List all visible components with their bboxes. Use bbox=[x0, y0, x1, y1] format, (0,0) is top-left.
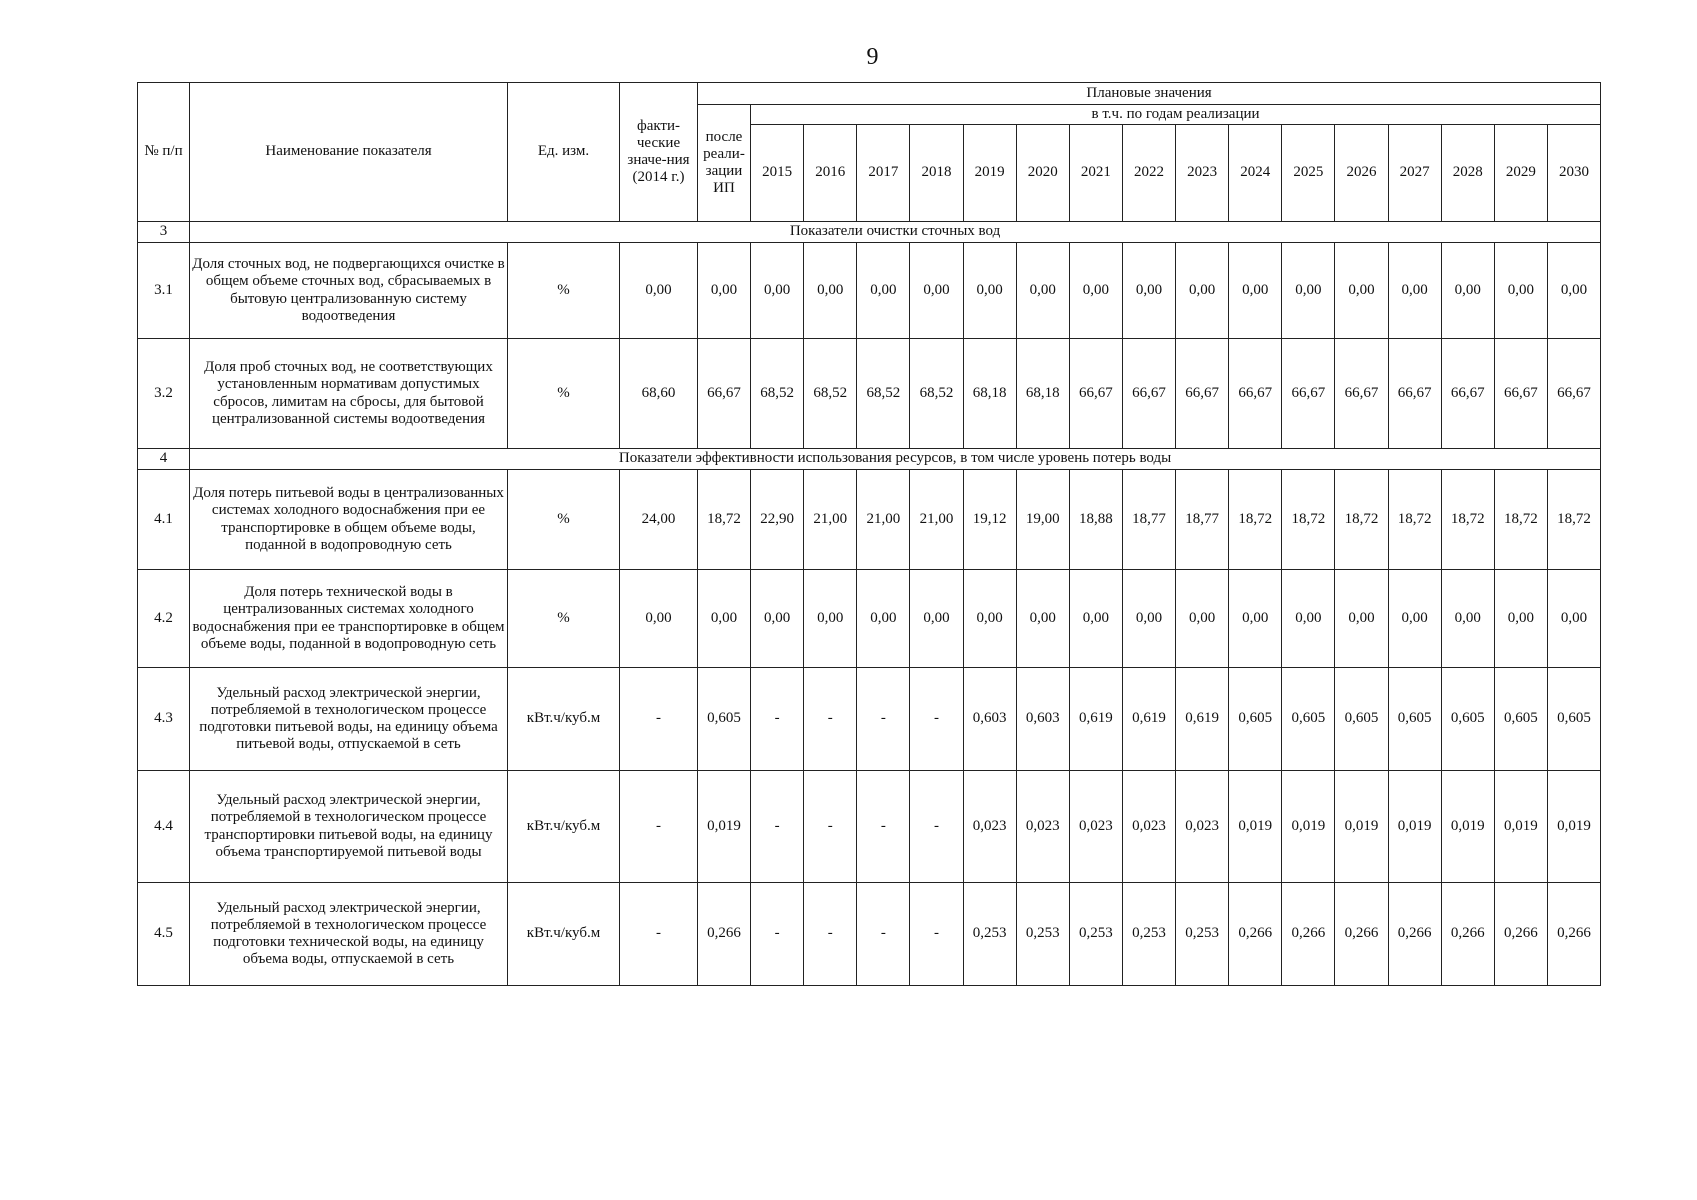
row-year-value: 0,619 bbox=[1122, 668, 1175, 771]
row-unit: % bbox=[508, 470, 620, 570]
row-year-value: 0,00 bbox=[1282, 243, 1335, 339]
row-actual: 68,60 bbox=[620, 339, 698, 449]
row-actual: - bbox=[620, 668, 698, 771]
row-year-value: 0,00 bbox=[1441, 243, 1494, 339]
row-year-value: 0,019 bbox=[1547, 771, 1600, 883]
row-unit: кВт.ч/куб.м bbox=[508, 883, 620, 986]
table-row bbox=[138, 771, 1601, 883]
row-year-value: 0,00 bbox=[1335, 570, 1388, 668]
row-name: Доля потерь технической воды в централизованных системах холодного водоснабжения при ее транспортировке в общем объеме воды, поданной в водопроводную сеть bbox=[190, 570, 508, 668]
row-year-value: 68,52 bbox=[857, 339, 910, 449]
header-year: 2021 bbox=[1069, 125, 1122, 222]
row-year-value: 0,00 bbox=[751, 570, 804, 668]
row-year-value: 0,00 bbox=[1229, 243, 1282, 339]
table-row bbox=[138, 243, 1601, 339]
row-year-value: 0,023 bbox=[1069, 771, 1122, 883]
row-year-value: 0,603 bbox=[963, 668, 1016, 771]
row-year-value: - bbox=[804, 883, 857, 986]
row-year-value: - bbox=[751, 883, 804, 986]
row-year-value: 0,605 bbox=[1282, 668, 1335, 771]
section-num: 4 bbox=[138, 449, 190, 470]
row-year-value: 18,72 bbox=[1441, 470, 1494, 570]
row-year-value: 18,72 bbox=[1229, 470, 1282, 570]
header-planned: Плановые значения bbox=[698, 83, 1601, 105]
row-year-value: 0,266 bbox=[1494, 883, 1547, 986]
row-year-value: 68,18 bbox=[963, 339, 1016, 449]
row-year-value: 0,00 bbox=[857, 243, 910, 339]
header-year: 2017 bbox=[857, 125, 910, 222]
row-after: 0,019 bbox=[698, 771, 751, 883]
row-year-value: 0,266 bbox=[1335, 883, 1388, 986]
row-year-value: 68,52 bbox=[751, 339, 804, 449]
row-year-value: - bbox=[910, 883, 963, 986]
row-year-value: 0,00 bbox=[1229, 570, 1282, 668]
row-year-value: 0,266 bbox=[1547, 883, 1600, 986]
row-year-value: - bbox=[804, 771, 857, 883]
row-year-value: 0,00 bbox=[1388, 243, 1441, 339]
table-header bbox=[138, 83, 1601, 222]
row-num: 4.5 bbox=[138, 883, 190, 986]
row-unit: % bbox=[508, 339, 620, 449]
row-year-value: 19,12 bbox=[963, 470, 1016, 570]
row-num: 4.1 bbox=[138, 470, 190, 570]
row-year-value: 21,00 bbox=[804, 470, 857, 570]
row-year-value: 0,00 bbox=[1069, 570, 1122, 668]
row-year-value: 0,023 bbox=[1122, 771, 1175, 883]
row-year-value: 66,67 bbox=[1122, 339, 1175, 449]
row-year-value: - bbox=[751, 668, 804, 771]
row-year-value: 66,67 bbox=[1335, 339, 1388, 449]
row-year-value: 0,00 bbox=[1335, 243, 1388, 339]
indicators-table bbox=[137, 82, 1601, 986]
header-actual: факти-ческие значе-ния (2014 г.) bbox=[620, 83, 698, 222]
row-actual: 0,00 bbox=[620, 570, 698, 668]
row-year-value: 0,023 bbox=[1176, 771, 1229, 883]
row-year-value: 0,00 bbox=[1176, 570, 1229, 668]
row-year-value: 0,253 bbox=[1016, 883, 1069, 986]
row-year-value: 18,72 bbox=[1282, 470, 1335, 570]
header-year: 2024 bbox=[1229, 125, 1282, 222]
row-year-value: - bbox=[857, 668, 910, 771]
row-num: 4.4 bbox=[138, 771, 190, 883]
row-year-value: - bbox=[857, 883, 910, 986]
header-year: 2016 bbox=[804, 125, 857, 222]
row-year-value: 0,00 bbox=[1069, 243, 1122, 339]
row-year-value: 0,266 bbox=[1282, 883, 1335, 986]
row-year-value: 0,266 bbox=[1441, 883, 1494, 986]
row-year-value: 0,019 bbox=[1388, 771, 1441, 883]
row-year-value: 0,00 bbox=[804, 570, 857, 668]
header-year: 2030 bbox=[1547, 125, 1600, 222]
row-year-value: 21,00 bbox=[910, 470, 963, 570]
row-year-value: 0,266 bbox=[1388, 883, 1441, 986]
row-year-value: 18,72 bbox=[1335, 470, 1388, 570]
row-year-value: 0,00 bbox=[1122, 570, 1175, 668]
row-year-value: 0,00 bbox=[910, 570, 963, 668]
row-year-value: 18,88 bbox=[1069, 470, 1122, 570]
header-unit: Ед. изм. bbox=[508, 83, 620, 222]
row-year-value: 0,00 bbox=[1122, 243, 1175, 339]
row-year-value: 0,023 bbox=[1016, 771, 1069, 883]
header-year: 2018 bbox=[910, 125, 963, 222]
row-year-value: 66,67 bbox=[1547, 339, 1600, 449]
row-year-value: 0,605 bbox=[1494, 668, 1547, 771]
table-row bbox=[138, 570, 1601, 668]
header-year: 2022 bbox=[1122, 125, 1175, 222]
row-name: Доля проб сточных вод, не соответствующих установленным нормативам допустимых сбросов, лимитам на сбросы, для бытовой централизованной системы водоотведения bbox=[190, 339, 508, 449]
header-year: 2019 bbox=[963, 125, 1016, 222]
row-year-value: 66,67 bbox=[1388, 339, 1441, 449]
row-year-value: 0,00 bbox=[857, 570, 910, 668]
header-year: 2025 bbox=[1282, 125, 1335, 222]
row-year-value: 0,253 bbox=[963, 883, 1016, 986]
row-year-value: 0,00 bbox=[1016, 570, 1069, 668]
row-actual: - bbox=[620, 883, 698, 986]
header-year: 2020 bbox=[1016, 125, 1069, 222]
row-unit: % bbox=[508, 570, 620, 668]
row-year-value: 0,605 bbox=[1229, 668, 1282, 771]
header-after: после реали-зации ИП bbox=[698, 105, 751, 222]
row-year-value: - bbox=[751, 771, 804, 883]
row-name: Удельный расход электрической энергии, потребляемой в технологическом процессе подготовки технической воды, на единицу объема воды, отпускаемой в сеть bbox=[190, 883, 508, 986]
row-after: 0,605 bbox=[698, 668, 751, 771]
header-year: 2029 bbox=[1494, 125, 1547, 222]
row-year-value: 18,72 bbox=[1547, 470, 1600, 570]
row-year-value: - bbox=[857, 771, 910, 883]
table-row bbox=[138, 339, 1601, 449]
header-name: Наименование показателя bbox=[190, 83, 508, 222]
row-num: 3.1 bbox=[138, 243, 190, 339]
row-name: Доля потерь питьевой воды в централизованных системах холодного водоснабжения при ее транспортировке в общем объеме воды, поданной в водопроводную сеть bbox=[190, 470, 508, 570]
row-year-value: 18,72 bbox=[1494, 470, 1547, 570]
row-actual: 24,00 bbox=[620, 470, 698, 570]
row-after: 0,266 bbox=[698, 883, 751, 986]
row-year-value: 68,52 bbox=[910, 339, 963, 449]
row-year-value: 0,603 bbox=[1016, 668, 1069, 771]
section-title: Показатели очистки сточных вод bbox=[190, 222, 1601, 243]
row-year-value: 0,00 bbox=[963, 570, 1016, 668]
row-year-value: 0,019 bbox=[1494, 771, 1547, 883]
row-year-value: 0,00 bbox=[1016, 243, 1069, 339]
table-body bbox=[138, 222, 1601, 986]
row-year-value: 0,019 bbox=[1282, 771, 1335, 883]
row-year-value: 0,605 bbox=[1441, 668, 1494, 771]
header-year: 2023 bbox=[1176, 125, 1229, 222]
row-num: 3.2 bbox=[138, 339, 190, 449]
row-year-value: 0,00 bbox=[1441, 570, 1494, 668]
row-year-value: - bbox=[910, 668, 963, 771]
row-year-value: 18,77 bbox=[1176, 470, 1229, 570]
row-year-value: 0,253 bbox=[1069, 883, 1122, 986]
row-name: Доля сточных вод, не подвергающихся очистке в общем объеме сточных вод, сбрасываемых в бытовую централизованную систему водоотведения bbox=[190, 243, 508, 339]
table-row bbox=[138, 668, 1601, 771]
row-year-value: 0,019 bbox=[1229, 771, 1282, 883]
row-year-value: 0,253 bbox=[1176, 883, 1229, 986]
row-year-value: 0,619 bbox=[1069, 668, 1122, 771]
row-year-value: 0,00 bbox=[804, 243, 857, 339]
row-num: 4.3 bbox=[138, 668, 190, 771]
row-year-value: 0,019 bbox=[1441, 771, 1494, 883]
row-name: Удельный расход электрической энергии, потребляемой в технологическом процессе подготовки питьевой воды, на единицу объема питьевой воды, отпускаемой в сеть bbox=[190, 668, 508, 771]
row-year-value: 0,00 bbox=[1176, 243, 1229, 339]
page-number: 9 bbox=[866, 44, 879, 70]
row-year-value: 0,00 bbox=[1494, 570, 1547, 668]
row-unit: кВт.ч/куб.м bbox=[508, 668, 620, 771]
row-after: 0,00 bbox=[698, 243, 751, 339]
row-year-value: 66,67 bbox=[1069, 339, 1122, 449]
section-row bbox=[138, 449, 1601, 470]
row-year-value: 0,00 bbox=[1494, 243, 1547, 339]
row-year-value: 19,00 bbox=[1016, 470, 1069, 570]
row-year-value: 0,00 bbox=[751, 243, 804, 339]
row-actual: - bbox=[620, 771, 698, 883]
row-year-value: 18,77 bbox=[1122, 470, 1175, 570]
row-year-value: 18,72 bbox=[1388, 470, 1441, 570]
row-year-value: - bbox=[804, 668, 857, 771]
row-year-value: 0,266 bbox=[1229, 883, 1282, 986]
row-year-value: 0,605 bbox=[1547, 668, 1600, 771]
row-after: 18,72 bbox=[698, 470, 751, 570]
header-year: 2026 bbox=[1335, 125, 1388, 222]
row-year-value: 22,90 bbox=[751, 470, 804, 570]
row-year-value: 68,52 bbox=[804, 339, 857, 449]
header-by-years: в т.ч. по годам реализации bbox=[751, 105, 1601, 125]
row-year-value: 0,00 bbox=[1282, 570, 1335, 668]
row-year-value: 21,00 bbox=[857, 470, 910, 570]
table-row bbox=[138, 883, 1601, 986]
row-year-value: 0,00 bbox=[963, 243, 1016, 339]
header-year: 2027 bbox=[1388, 125, 1441, 222]
row-year-value: 0,00 bbox=[1547, 243, 1600, 339]
row-year-value: 0,605 bbox=[1335, 668, 1388, 771]
row-year-value: 0,605 bbox=[1388, 668, 1441, 771]
row-unit: % bbox=[508, 243, 620, 339]
row-after: 66,67 bbox=[698, 339, 751, 449]
row-year-value: - bbox=[910, 771, 963, 883]
row-num: 4.2 bbox=[138, 570, 190, 668]
row-year-value: 66,67 bbox=[1176, 339, 1229, 449]
row-year-value: 0,00 bbox=[910, 243, 963, 339]
row-year-value: 66,67 bbox=[1494, 339, 1547, 449]
header-year: 2028 bbox=[1441, 125, 1494, 222]
row-year-value: 0,619 bbox=[1176, 668, 1229, 771]
section-title: Показатели эффективности использования ресурсов, в том числе уровень потерь воды bbox=[190, 449, 1601, 470]
table-row bbox=[138, 470, 1601, 570]
row-unit: кВт.ч/куб.м bbox=[508, 771, 620, 883]
section-num: 3 bbox=[138, 222, 190, 243]
row-year-value: 0,253 bbox=[1122, 883, 1175, 986]
row-year-value: 66,67 bbox=[1282, 339, 1335, 449]
row-actual: 0,00 bbox=[620, 243, 698, 339]
row-name: Удельный расход электрической энергии, потребляемой в технологическом процессе транспортировки питьевой воды, на единицу объема транспортируемой питьевой воды bbox=[190, 771, 508, 883]
row-year-value: 66,67 bbox=[1229, 339, 1282, 449]
row-year-value: 68,18 bbox=[1016, 339, 1069, 449]
row-year-value: 0,019 bbox=[1335, 771, 1388, 883]
header-year: 2015 bbox=[751, 125, 804, 222]
row-year-value: 0,00 bbox=[1388, 570, 1441, 668]
row-year-value: 0,00 bbox=[1547, 570, 1600, 668]
header-num: № п/п bbox=[138, 83, 190, 222]
row-year-value: 0,023 bbox=[963, 771, 1016, 883]
section-row bbox=[138, 222, 1601, 243]
row-after: 0,00 bbox=[698, 570, 751, 668]
row-year-value: 66,67 bbox=[1441, 339, 1494, 449]
